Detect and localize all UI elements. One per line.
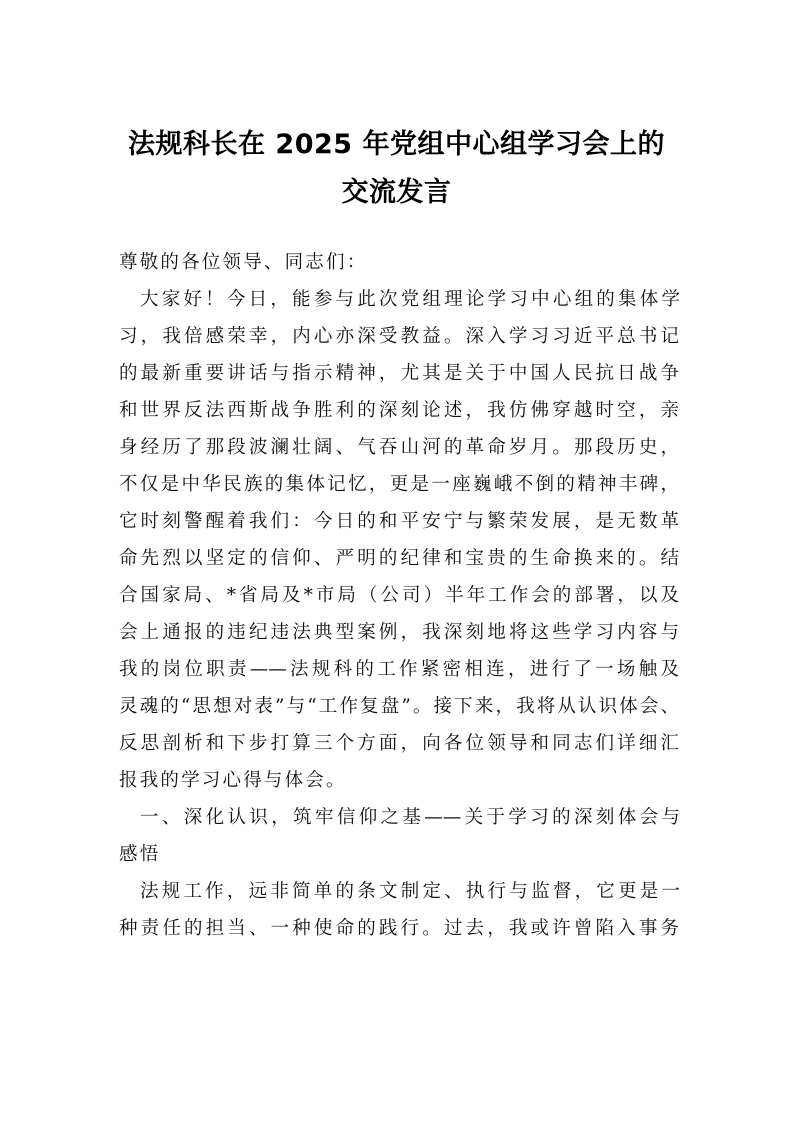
paragraph-1-line-7: 它时刻警醒着我们：今日的和平安宁与繁荣发展，是无数革 [119, 511, 679, 532]
paragraph-1-line-1: 大家好！今日，能参与此次党组理论学习中心组的集体学 [140, 289, 680, 310]
paragraph-1-line-8: 命先烈以坚定的信仰、严明的纪律和宝贵的生命换来的。结 [119, 548, 679, 569]
salutation: 尊敬的各位领导、同志们： [119, 252, 368, 273]
paragraph-1-line-2: 习，我倍感荣幸，内心亦深受教益。深入学习习近平总书记 [119, 326, 679, 347]
paragraph-1-line-10: 会上通报的违纪违法典型案例，我深刻地将这些学习内容与 [119, 622, 679, 643]
document-title-line-2: 交流发言 [341, 177, 452, 208]
paragraph-1-line-6: 不仅是中华民族的集体记忆，更是一座巍峨不倒的精神丰碑， [119, 474, 679, 495]
paragraph-2-line-2: 种责任的担当、一种使命的践行。过去，我或许曾陷入事务 [119, 918, 679, 939]
paragraph-1-line-4: 和世界反法西斯战争胜利的深刻论述，我仿佛穿越时空，亲 [119, 400, 679, 421]
document-title-line-1: 法规科长在 2025 年党组中心组学习会上的 [128, 129, 665, 160]
paragraph-2-line-1: 法规工作，远非简单的条文制定、执行与监督，它更是一 [140, 881, 680, 902]
section-1-heading-line-2: 感悟 [119, 844, 161, 865]
paragraph-1-line-3: 的最新重要讲话与指示精神，尤其是关于中国人民抗日战争 [119, 363, 679, 384]
paragraph-1-line-5: 身经历了那段波澜壮阔、气吞山河的革命岁月。那段历史， [119, 437, 679, 458]
paragraph-1-line-12: 灵魂的“思想对表”与“工作复盘”。接下来，我将从认识体会、 [119, 696, 679, 717]
paragraph-1-line-13: 反思剖析和下步打算三个方面，向各位领导和同志们详细汇 [119, 733, 679, 754]
paragraph-1-line-11: 我的岗位职责——法规科的工作紧密相连，进行了一场触及 [119, 659, 679, 680]
paragraph-1-line-9: 合国家局、*省局及*市局（公司）半年工作会的部署，以及 [119, 585, 679, 606]
paragraph-1-line-14: 报我的学习心得与体会。 [119, 770, 347, 791]
section-1-heading-line-1: 一、深化认识，筑牢信仰之基——关于学习的深刻体会与 [140, 807, 680, 828]
